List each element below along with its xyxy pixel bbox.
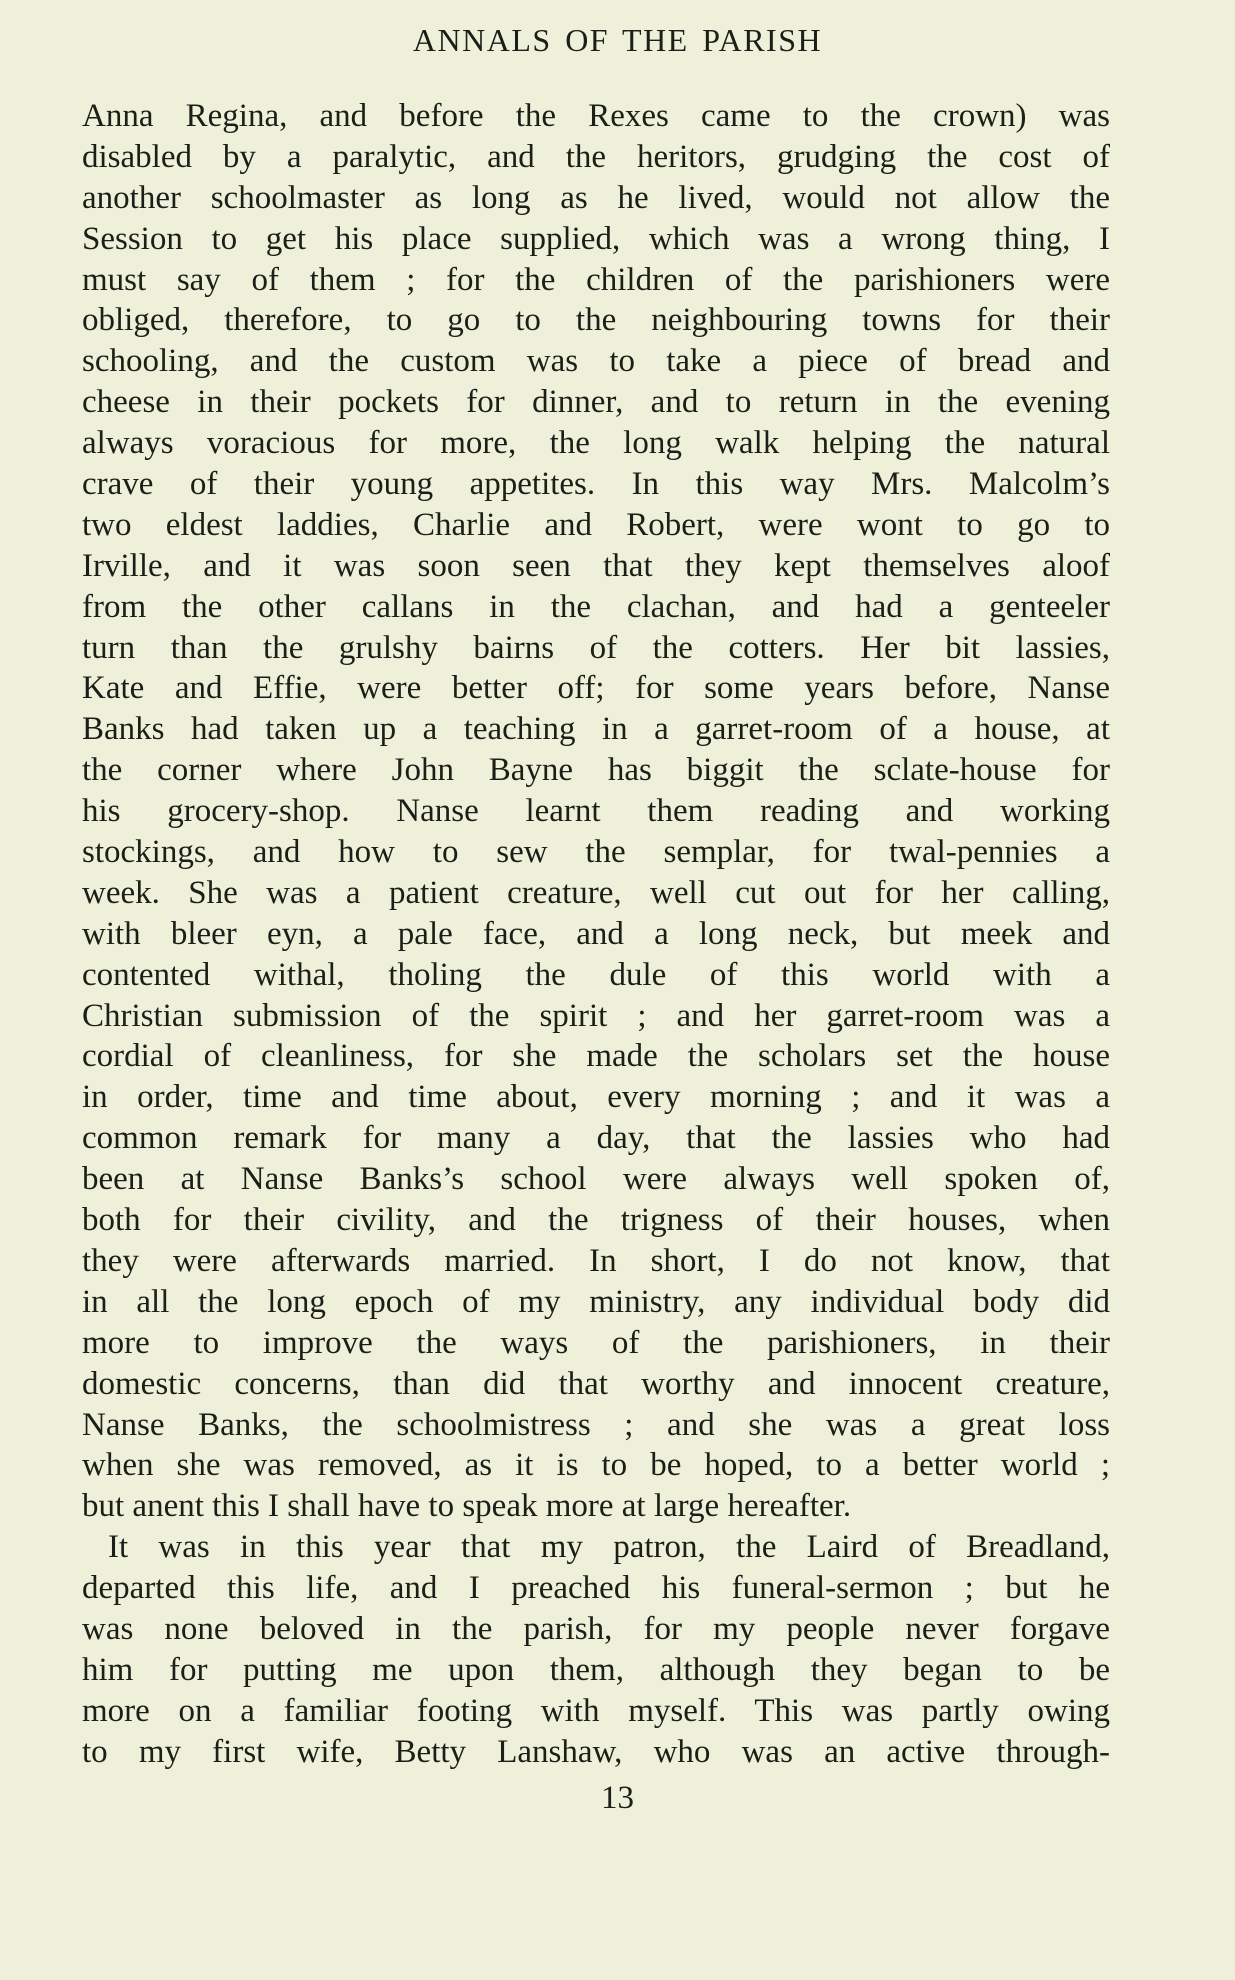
running-head: ANNALS OF THE PARISH [412, 22, 823, 58]
text-line: was none beloved in the parish, for my people never forgave [82, 1610, 1110, 1647]
text-line: crave of their young appetites. In this way Mrs. Malcolm’s [82, 466, 1110, 503]
text-line: Anna Regina, and before the Rexes came to the crown) was [82, 98, 1110, 134]
text-line: they were afterwards married. In short, I do not know, that [82, 1242, 1110, 1279]
text-line: the corner where John Bayne has biggit the sclate-house for [82, 752, 1110, 789]
text-line: to my first wife, Betty Lanshaw, who was an active through- [82, 1733, 1110, 1770]
page-number: 13 [601, 1780, 634, 1816]
text-line: obliged, therefore, to go to the neighbouring towns for their [82, 302, 1110, 339]
text-line: Banks had taken up a teaching in a garret-room of a house, at [82, 711, 1110, 748]
text-line: Kate and Effie, were better off; for some years before, Nanse [82, 670, 1110, 707]
text-line: week. She was a patient creature, well cut out for her calling, [82, 874, 1110, 911]
text-line: when she was removed, as it is to be hoped, to a better world ; [82, 1447, 1110, 1484]
paragraph-end-line: but anent this I shall have to speak more at large hereafter. [82, 1488, 852, 1525]
text-line: more to improve the ways of the parishioners, in their [82, 1324, 1110, 1361]
text-line: common remark for many a day, that the lassies who had [82, 1120, 1110, 1157]
text-line: Irville, and it was soon seen that they kept themselves aloof [82, 547, 1110, 584]
text-line: in all the long epoch of my ministry, any individual body did [82, 1283, 1110, 1320]
text-line: with bleer eyn, a pale face, and a long neck, but meek and [82, 915, 1110, 952]
text-line: departed this life, and I preached his funeral-sermon ; but he [82, 1570, 1110, 1607]
text-line: his grocery-shop. Nanse learnt them reading and working [82, 793, 1110, 830]
text-line: both for their civility, and the trigness of their houses, when [82, 1202, 1110, 1239]
text-line: been at Nanse Banks’s school were always well spoken of, [82, 1161, 1110, 1198]
text-line: cordial of cleanliness, for she made the scholars set the house [82, 1038, 1110, 1075]
text-line: contented withal, tholing the dule of this world with a [82, 956, 1110, 993]
text-line: him for putting me upon them, although they began to be [82, 1651, 1110, 1688]
text-line: Nanse Banks, the schoolmistress ; and she was a great loss [82, 1406, 1110, 1443]
text-line: always voracious for more, the long walk helping the natural [82, 425, 1110, 462]
text-line: turn than the grulshy bairns of the cotters. Her bit lassies, [82, 629, 1110, 666]
paragraph-start-line: It was in this year that my patron, the Laird of Breadland, [108, 1529, 1110, 1566]
text-line: Session to get his place supplied, which was a wrong thing, I [82, 220, 1110, 257]
text-line: another schoolmaster as long as he lived, would not allow the [82, 179, 1110, 216]
text-line: Christian submission of the spirit ; and her garret-room was a [82, 997, 1110, 1034]
text-line: from the other callans in the clachan, and had a genteeler [82, 588, 1110, 625]
text-line: stockings, and how to sew the semplar, for twal-pennies a [82, 834, 1110, 871]
text-line: two eldest laddies, Charlie and Robert, were wont to go to [82, 506, 1110, 543]
body-text [82, 96, 1110, 1773]
text-line: disabled by a paralytic, and the heritors, grudging the cost of [82, 138, 1110, 175]
text-line: in order, time and time about, every morning ; and it was a [82, 1079, 1110, 1116]
text-line: schooling, and the custom was to take a piece of bread and [82, 343, 1110, 380]
text-line: cheese in their pockets for dinner, and to return in the evening [82, 384, 1110, 421]
text-line: domestic concerns, than did that worthy and innocent creature, [82, 1365, 1110, 1402]
text-line: must say of them ; for the children of the parishioners were [82, 261, 1110, 298]
text-line: more on a familiar footing with myself. This was partly owing [82, 1692, 1110, 1729]
